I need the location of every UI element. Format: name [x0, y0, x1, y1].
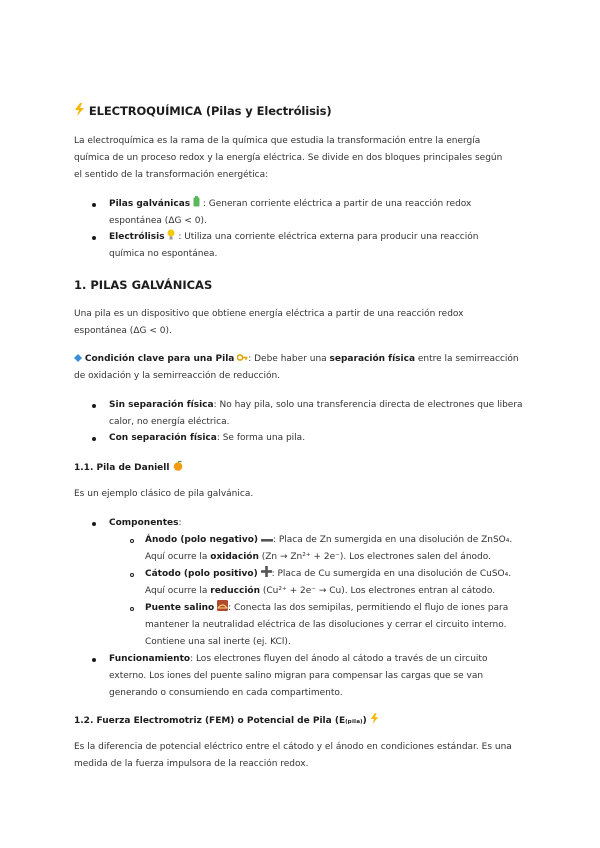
- puente-desc-3: Contiene una sal inerte (ej. KCl).: [145, 637, 291, 647]
- con-separacion-desc: : Se forma una pila.: [216, 433, 306, 443]
- sin-separacion-label: Sin separación física: [109, 400, 214, 410]
- intro-line-3: el sentido de la transformación energética:: [74, 170, 269, 180]
- electrolisis-label: Electrólisis: [109, 232, 165, 242]
- battery-icon: [193, 196, 200, 207]
- fem-line-1: Es la diferencia de potencial eléctrico entre el cátodo y el ánodo en condiciones estándar. Es una: [74, 742, 512, 752]
- list-item-sin-separacion: [109, 397, 523, 414]
- con-separacion-label: Con separación física: [109, 433, 217, 443]
- lightning-icon: [74, 103, 85, 116]
- catodo-desc: : Placa de Cu sumergida en una disolución de CuSO₄.: [271, 569, 512, 579]
- puente-desc-2: mantener la neutralidad eléctrica de las disoluciones y cerrar el circuito interno.: [145, 620, 507, 630]
- catodo-desc-2b: (Cu²⁺ + 2e⁻ → Cu). Los electrones entran al cátodo.: [260, 586, 496, 596]
- funcionamiento-desc-3: generando o consumiendo en cada compartimento.: [109, 688, 343, 698]
- componentes-colon: :: [178, 518, 182, 528]
- catodo-desc-2a: Aquí ocurre la: [145, 586, 211, 596]
- section1-intro-1: Una pila es un dispositivo que obtiene energía eléctrica a partir de una reacción redox: [74, 309, 464, 319]
- small-blue-diamond-icon: [74, 354, 82, 362]
- list-item-pilas: [109, 196, 471, 213]
- catodo-desc-2: [145, 583, 495, 600]
- funcionamiento-label: Funcionamiento: [109, 654, 191, 664]
- anodo-bold: oxidación: [210, 552, 259, 562]
- pilas-label: Pilas galvánicas: [109, 199, 191, 209]
- lightning-icon: [370, 713, 379, 724]
- intro-line-1: La electroquímica es la rama de la química que estudia la transformación entre la energía: [74, 136, 481, 146]
- electrolisis-desc-2: química no espontánea.: [109, 249, 218, 259]
- fem-heading-text: 1.2. Fuerza Electromotriz (FEM) o Potencial de Pila (E₍ₚᵢₗₐ₎): [74, 716, 367, 726]
- key-condition-label: Condición clave para una Pila: [84, 354, 235, 364]
- bullet: [92, 658, 96, 662]
- fem-line-2: medida de la fuerza impulsora de la reacción redox.: [74, 759, 309, 769]
- list-item-anodo: [145, 532, 512, 549]
- sin-separacion-desc-2: calor, no energía eléctrica.: [109, 417, 230, 427]
- key-condition: [74, 351, 519, 368]
- orange-fruit-icon: [173, 461, 183, 471]
- bullet: [92, 203, 96, 207]
- key-icon: [237, 353, 248, 362]
- subsection-heading-daniell: [74, 461, 183, 473]
- title-text: ELECTROQUÍMICA (Pilas y Electrólisis): [88, 104, 332, 118]
- puente-desc: : Conecta las dos semipilas, permitiendo el flujo de iones para: [228, 603, 509, 613]
- page-title: [74, 103, 332, 118]
- electrolisis-desc: : Utiliza una corriente eléctrica externa para producir una reacción: [175, 232, 479, 242]
- pilas-desc: : Generan corriente eléctrica a partir de una reacción redox: [200, 199, 472, 209]
- list-item-electrolisis: [109, 229, 478, 246]
- key-condition-bold: separación física: [329, 354, 416, 364]
- anodo-desc: : Placa de Zn sumergida en una disolución de ZnSO₄.: [272, 535, 513, 545]
- list-item-con-separacion: [109, 430, 305, 447]
- bullet: [92, 404, 96, 408]
- key-condition-2: de oxidación y la semirreacción de reducción.: [74, 371, 281, 381]
- anodo-desc-2: [145, 549, 491, 566]
- sub-bullet: [130, 539, 134, 543]
- funcionamiento-desc: : Los electrones fluyen del ánodo al cátodo a través de un circuito: [190, 654, 488, 664]
- intro-line-2: química de un proceso redox y la energía eléctrica. Se divide en dos bloques principales según: [74, 153, 503, 163]
- list-item-puente: [145, 600, 508, 617]
- catodo-bold: reducción: [210, 586, 261, 596]
- anodo-desc-2a: Aquí ocurre la: [145, 552, 211, 562]
- sub-bullet: [130, 573, 134, 577]
- section-heading-pilas: 1. PILAS GALVÁNICAS: [74, 278, 213, 292]
- daniell-heading-text: 1.1. Pila de Daniell: [74, 463, 170, 473]
- bullet: [92, 522, 96, 526]
- bridge-icon: [217, 600, 228, 611]
- list-item-componentes: [109, 515, 182, 532]
- sin-separacion-desc: : No hay pila, solo una transferencia directa de electrones que libera: [213, 400, 523, 410]
- daniell-intro: Es un ejemplo clásico de pila galvánica.: [74, 489, 254, 499]
- funcionamiento-desc-2: externo. Los iones del puente salino migran para compensar las cargas que se van: [109, 671, 484, 681]
- key-condition-rest: entre la semirreacción: [415, 354, 519, 364]
- bullet: [92, 437, 96, 441]
- componentes-label: Componentes: [109, 518, 179, 528]
- section1-intro-2: espontánea (ΔG < 0).: [74, 326, 172, 336]
- anodo-label: Ánodo (polo negativo): [145, 535, 259, 545]
- plus-icon: [261, 566, 272, 577]
- list-item-catodo: [145, 566, 511, 583]
- subsection-heading-fem: [74, 713, 379, 726]
- pilas-desc-2: espontánea (ΔG < 0).: [109, 216, 207, 226]
- minus-icon: [261, 537, 273, 543]
- key-condition-text: : Debe haber una: [248, 354, 330, 364]
- sub-bullet: [130, 607, 134, 611]
- bullet: [92, 236, 96, 240]
- puente-label: Puente salino: [145, 603, 215, 613]
- anodo-desc-2b: (Zn → Zn²⁺ + 2e⁻). Los electrones salen del ánodo.: [258, 552, 491, 562]
- list-item-funcionamiento: [109, 651, 487, 668]
- catodo-label: Cátodo (polo positivo): [145, 569, 258, 579]
